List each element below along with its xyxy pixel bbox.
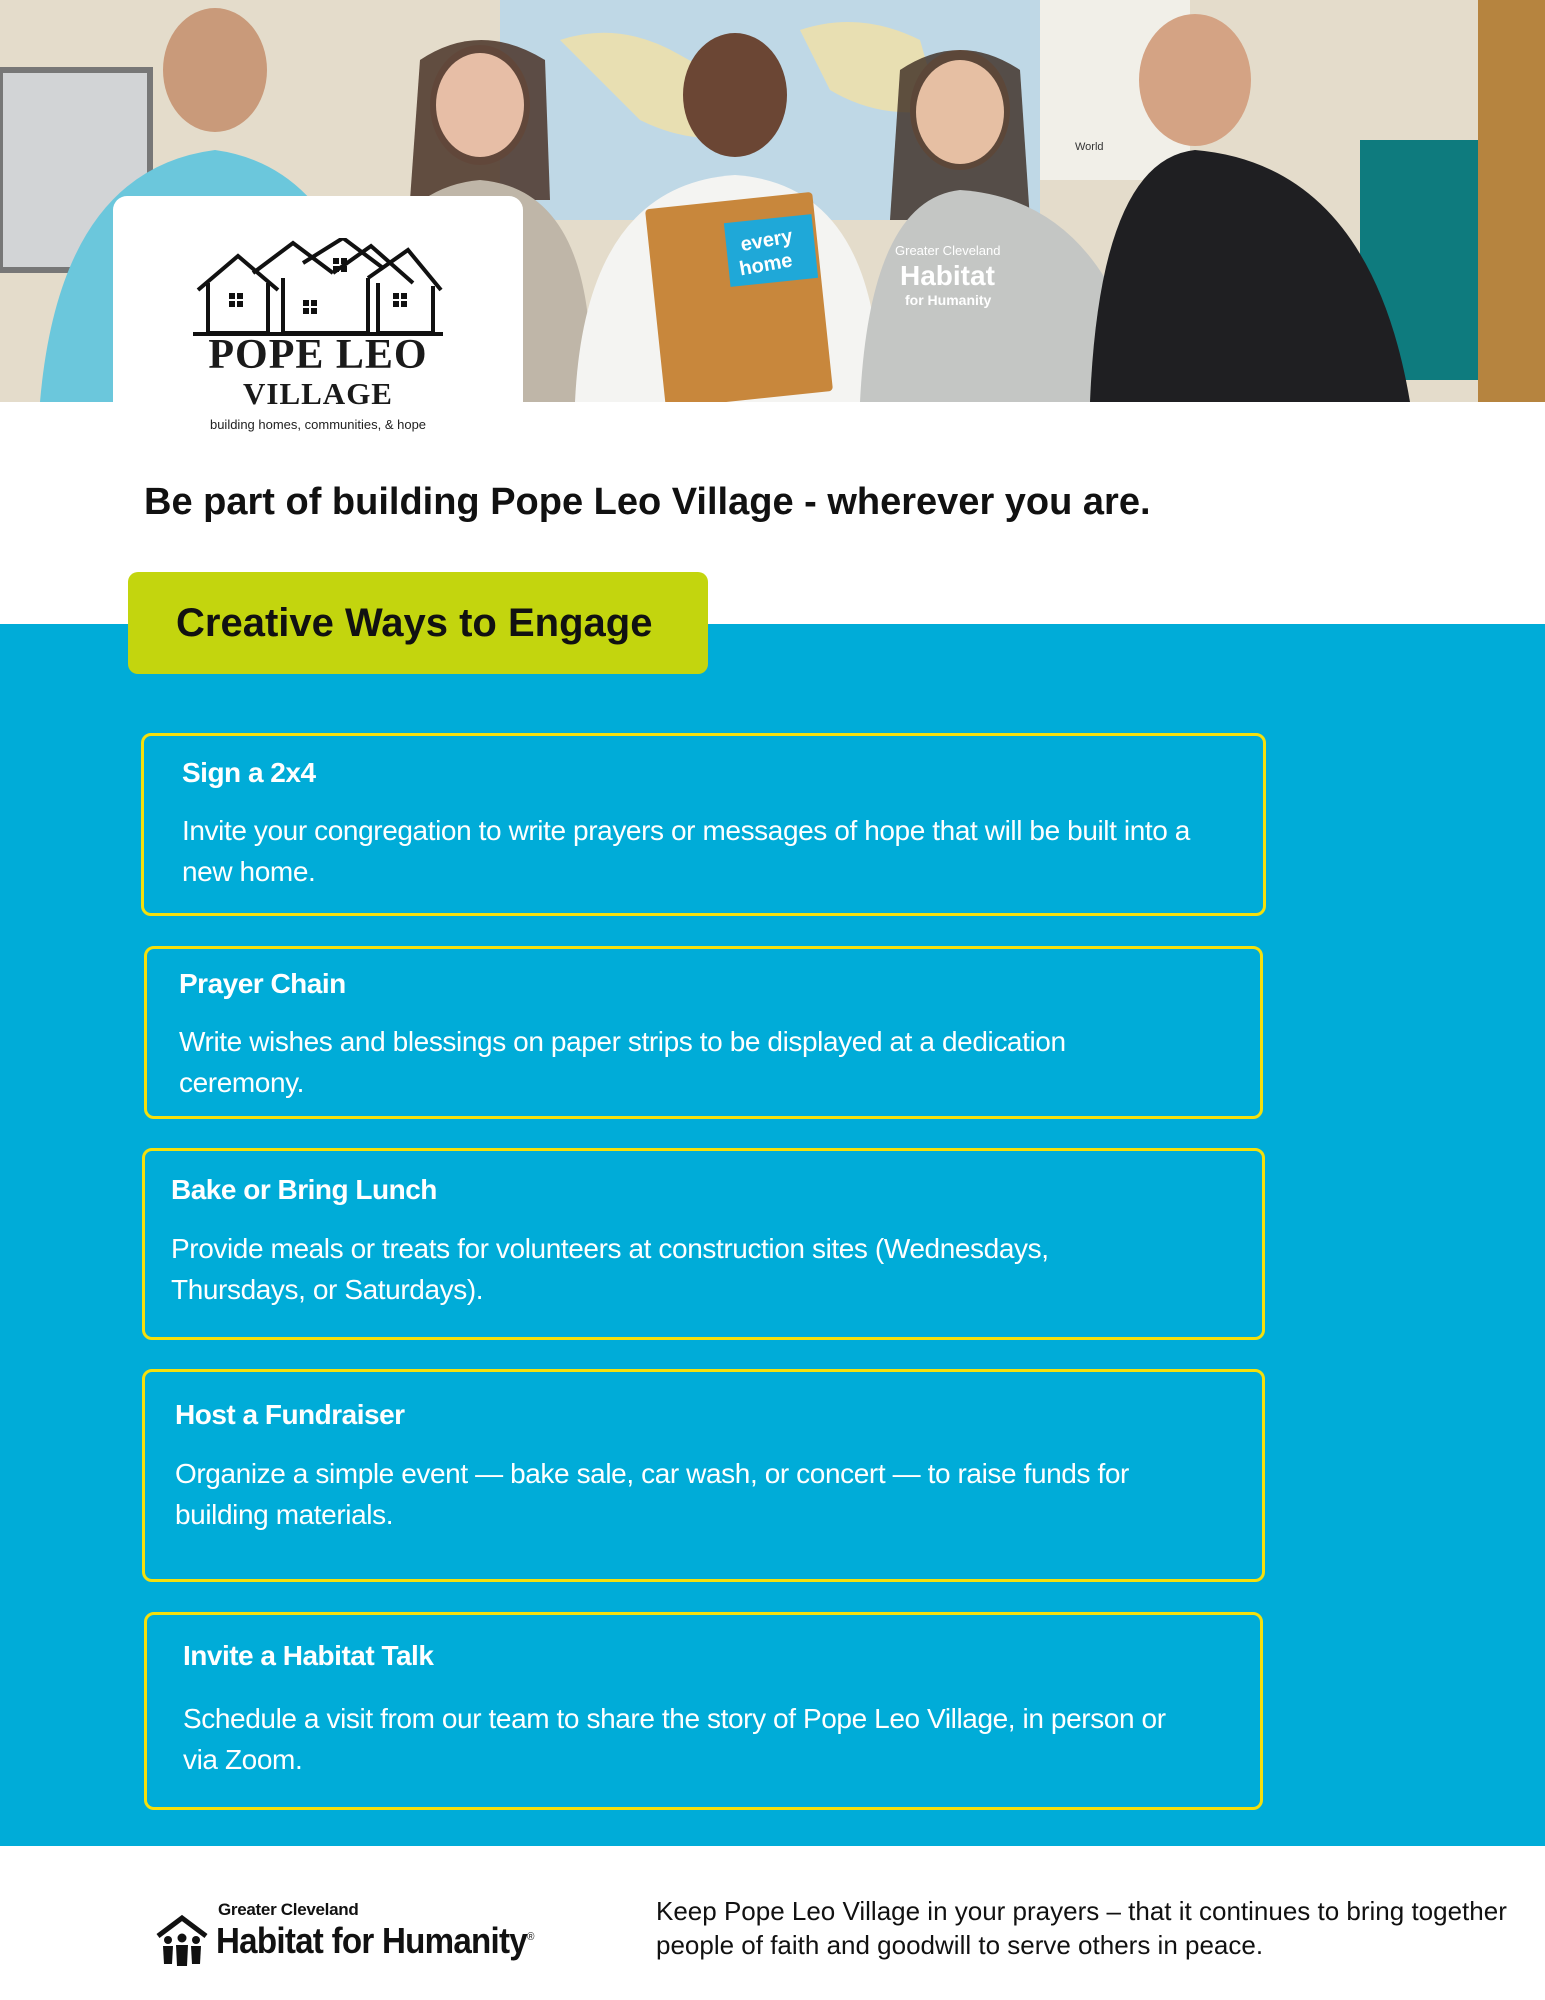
habitat-org-name: Habitat for Humanity®: [216, 1920, 534, 1961]
card-body: Invite your congregation to write prayers or messages of hope that will be built into a new home.: [182, 815, 1190, 887]
footer-prayer-message: Keep Pope Leo Village in your prayers – that it continues to bring together people of faith and goodwill to serve others in peace.: [656, 1896, 1507, 1960]
card-title: Sign a 2x4: [182, 757, 316, 788]
logo-title: POPE LEO: [208, 332, 428, 378]
card-body: Provide meals or treats for volunteers at construction sites (Wednesdays, Thursdays, or Saturdays).: [171, 1233, 1049, 1305]
section-heading: [128, 572, 708, 674]
engage-card-fundraiser: [142, 1369, 1265, 1582]
pope-leo-village-logo: [113, 196, 523, 436]
svg-text:home: home: [737, 249, 795, 281]
habitat-for-humanity-logo: [154, 1900, 594, 1970]
card-title: Prayer Chain: [179, 968, 346, 999]
card-title: Host a Fundraiser: [175, 1399, 405, 1430]
habitat-affiliate-name: Greater Cleveland: [218, 1900, 359, 1919]
logo-subtitle: VILLAGE: [243, 376, 393, 411]
svg-text:every: every: [738, 225, 795, 257]
card-body: Schedule a visit from our team to share the story of Pope Leo Village, in person or via Zoom.: [183, 1703, 1166, 1775]
svg-text:for Humanity: for Humanity: [905, 292, 992, 308]
section-heading-label: Creative Ways to Engage: [176, 600, 653, 645]
svg-text:Greater Cleveland: Greater Cleveland: [895, 243, 1001, 258]
logo-tagline: building homes, communities, & hope: [209, 417, 427, 432]
engage-card-bake-lunch: [142, 1148, 1265, 1340]
page-headline: Be part of building Pope Leo Village - wherever you are.: [144, 481, 1151, 523]
card-title: Bake or Bring Lunch: [171, 1174, 437, 1205]
svg-text:World: World: [1075, 141, 1104, 153]
houses-icon: [193, 238, 443, 338]
engage-card-prayer-chain: [144, 946, 1263, 1119]
card-body: Organize a simple event — bake sale, car wash, or concert — to raise funds for building materials.: [175, 1458, 1129, 1530]
engage-card-habitat-talk: [144, 1612, 1263, 1810]
registered-mark: ®: [526, 1931, 534, 1943]
svg-text:Habitat: Habitat: [900, 260, 995, 291]
card-title: Invite a Habitat Talk: [183, 1640, 434, 1671]
habitat-people-icon: [154, 1912, 210, 1968]
engage-card-sign-2x4: [141, 733, 1266, 916]
card-body: Write wishes and blessings on paper strips to be displayed at a dedication ceremony.: [179, 1026, 1066, 1098]
